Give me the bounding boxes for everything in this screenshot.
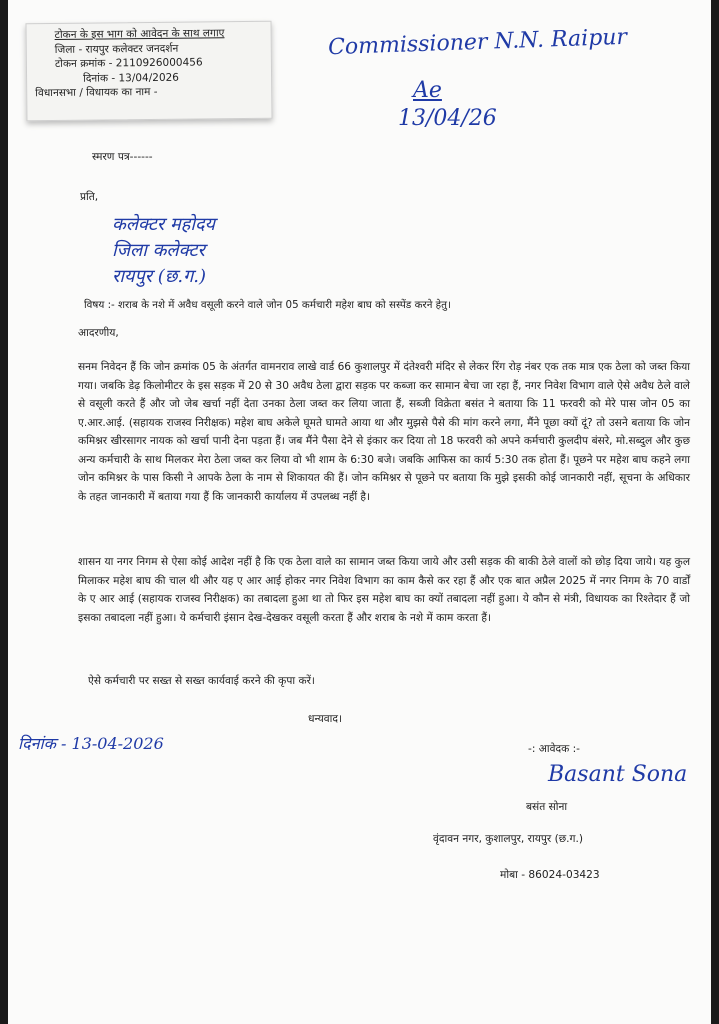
applicant-label: -: आवेदक :- (528, 743, 580, 755)
letter-page (8, 0, 711, 1024)
token-slip (25, 21, 272, 122)
body-paragraph-1: सनम निवेदन हैं कि जोन क्रमांक 05 के अंतर्गत वामनराव लाखे वार्ड 66 कुशालपुर में दंतेश्वरी मंदिर से लेकर रिंग रोड़ नंबर एक तक मात्र एक ठेला को जब्त किया गया। जबकि डेढ़ किलोमीटर के इस सड़क में 20 से 30 अवैध ठेला द्वारा सड़क पर कब्जा कर सामान बेचा जा रहा हैं, नगर निवेश विभाग वाले ऐसे अवैध ठेले वाले से वसूली करते हैं और जो जेब खर्चा नहीं देता उनका ठेला जब्त कर लिया जाता हैं, सब्जी विक्रेता बसंत ने बताया कि 11 फरवरी को मेरे पास जोन 05 का ए.आर.आई. (सहायक राजस्व निरीक्षक) महेश बाघ अकेले घूमते घामते आया था और मुझसे पैसे की मांग करने लगा, मैंने पूछा क्यों दूं? तो उसने बताया कि जोन कमिश्नर खीरसागर नायक को खर्चा पानी देना पड़ता हैं। जब मैंने पैसा देने से इंकार कर दिया तो 18 फरवरी को अपने कर्मचारी कुलदीप बंसरे, मो.सब्दुल और कुछ अन्य कर्मचारी के साथ मिलकर मेरा ठेला जब्त कर लिया वो भी शाम के 6:30 बजे। जबकि आफिस का कार्य 5:30 तक होता हैं। पूछने पर महेश बाघ कहने लगा जोन कमिश्नर के पास किसी ने आपके ठेला के नाम से शिकायत की हैं। जोन कमिश्नर से पूछने पर बताया कि मुझे इसकी कोई जानकारी नहीं, सूचना के अधिकार के तहत जानकारी में बताया गया हैं कि जानकारी कार्यालय में उपलब्ध नहीं है। (78, 361, 690, 503)
subject-line: विषय :- शराब के नशे में अवैध वसूली करने वाले जोन 05 कर्मचारी महेश बाघ को सस्पेंड करने हेतु। (84, 299, 451, 311)
applicant-mobile: मोबा - 86024-03423 (500, 869, 600, 881)
handwritten-addressee: Commissioner N.N. Raipur (327, 24, 628, 61)
salutation: आदरणीय, (78, 327, 119, 339)
body-paragraph-2: शासन या नगर निगम से ऐसा कोई आदेश नहीं है कि एक ठेला वाले का सामान जब्त किया जाये और उसी सड़क की बाकी ठेले वालों को छोड़ दिया जाये। यह कुल मिलाकर महेश बाघ की चाल थी और यह ए आर आई होकर नगर निवेश विभाग का काम कैसे कर रहा हैं और एक बात अप्रैल 2025 में नगर निगम के 70 वार्डों के ए आर आई (सहायक राजस्व निरीक्षक) का तबादला हुआ था तो फिर इस महेश बाघ का क्यों तबादला नहीं हुआ। ये कौन से मंत्री, विधायक का रिश्तेदार हैं जो इसका तबादला नहीं हुआ। ये कर्मचारी इंसान देख-देखकर वसूली करता हैं और शराब के नशे में काम करता हैं। (78, 556, 690, 624)
applicant-name: बसंत सोना (526, 801, 568, 813)
token-slip-district: जिला - रायपुर कलेक्टर जनदर्शन (54, 42, 179, 56)
handwritten-received-date: 13/04/26 (398, 106, 497, 131)
prati-label: प्रति, (80, 191, 99, 203)
handwritten-letter-date: दिनांक - 13-04-2026 (18, 734, 164, 753)
recipient-line-3: रायपुर (छ.ग.) (112, 266, 207, 287)
applicant-address: वृंदावन नगर, कुशालपुर, रायपुर (छ.ग.) (433, 833, 583, 845)
thanks-text: धन्यवाद। (308, 713, 343, 725)
applicant-signature: Basant Sona (548, 762, 688, 787)
token-slip-number: टोकन क्रमांक - 2110926000456 (54, 56, 203, 70)
reminder-label: स्मरण पत्र------ (92, 151, 153, 163)
token-slip-header: टोकन के इस भाग को आवेदन के साथ लगाए (54, 27, 225, 41)
handwritten-initials: Ae (413, 78, 442, 103)
token-slip-date: दिनांक - 13/04/2026 (83, 71, 180, 85)
recipient-line-2: जिला कलेक्टर (112, 240, 205, 261)
recipient-line-1: कलेक्टर महोदय (112, 214, 215, 235)
body-paragraph-3: ऐसे कर्मचारी पर सख्त से सख्त कार्यवाई करने की कृपा करें। (88, 675, 315, 687)
token-slip-assembly: विधानसभा / विधायक का नाम - (35, 85, 158, 100)
